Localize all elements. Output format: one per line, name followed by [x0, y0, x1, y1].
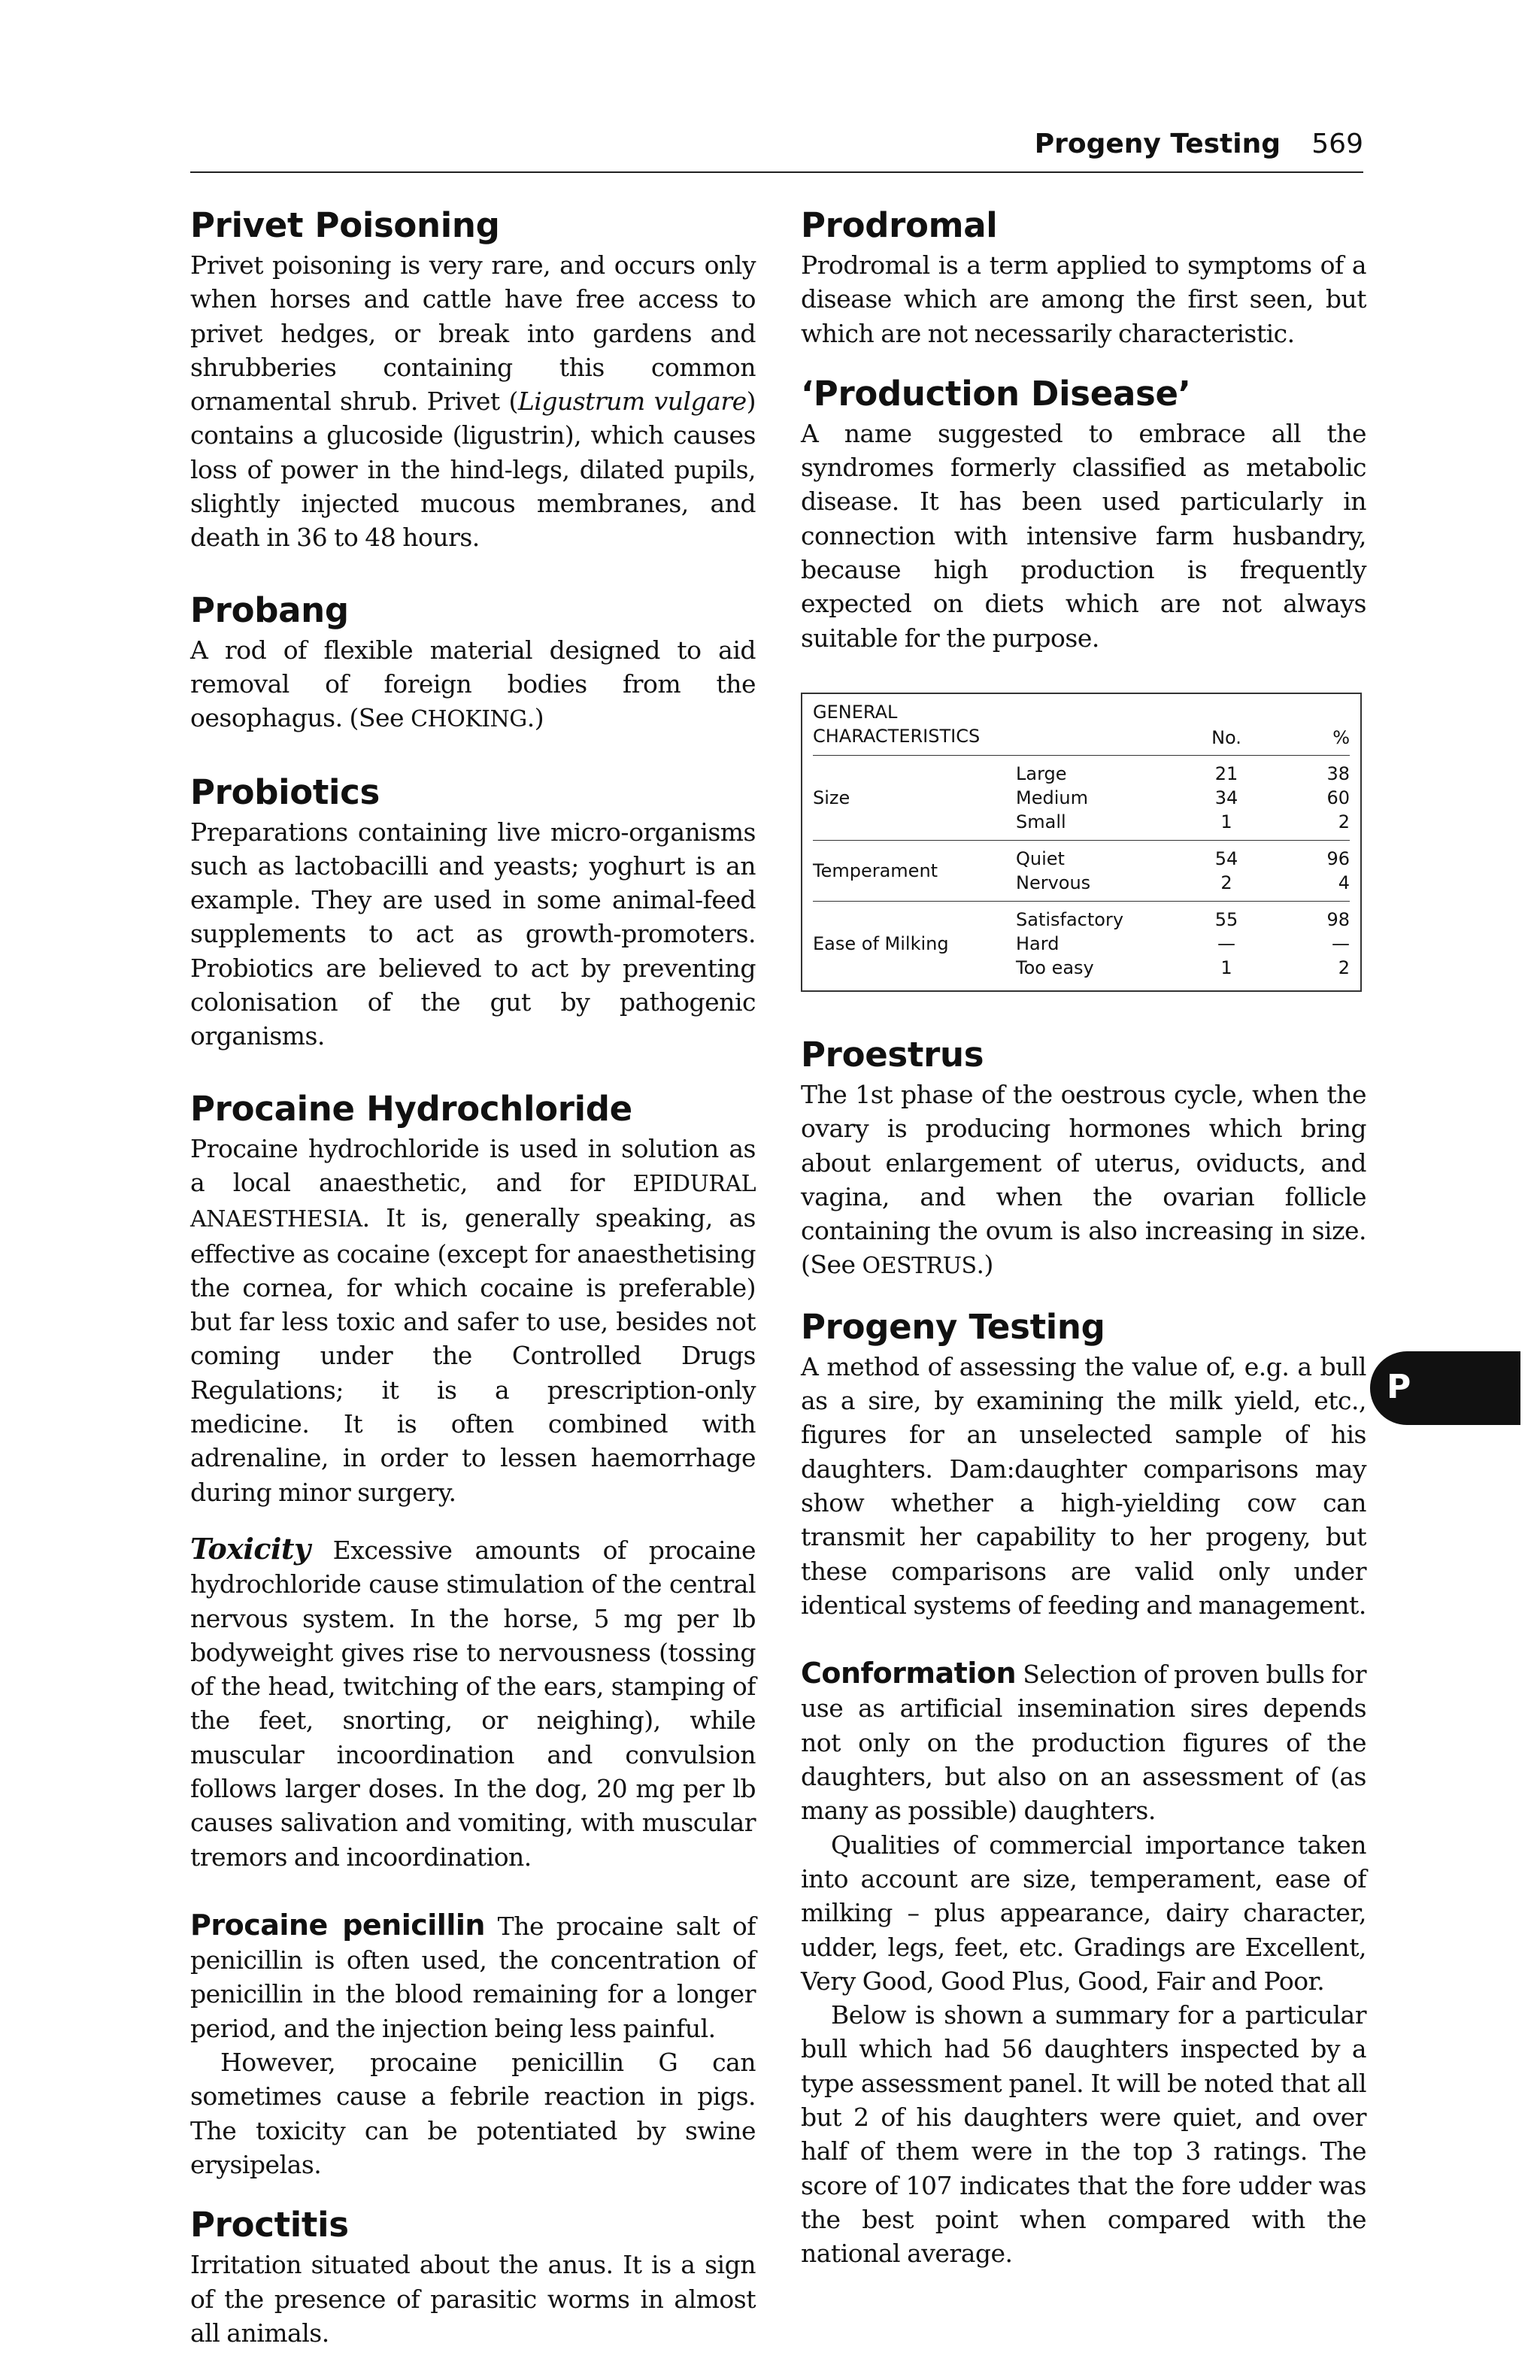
table-cell-percent: 38 — [1326, 763, 1350, 784]
table-group — [813, 902, 1350, 986]
entry-body — [190, 1909, 756, 2045]
body-text: Privet poisoning is very rare, and occurs only when horses and cattle have free access to privet hedges, or break into gardens and shrubberies containing this common ornamental shrub. Privet ( — [190, 250, 756, 417]
table-cell-percent: 60 — [1326, 787, 1350, 808]
entry-body: A method of assessing the value of, e.g. a bull as a sire, by examining the milk yield, etc., figures for an unselected sample of his daughters. Dam:daughter comparisons may show whether a high-yielding cow can transmit her capability to her progeny, but these comparisons are valid only under identical systems of feeding and management. — [801, 1351, 1366, 1620]
table-cell-grade: Small — [1016, 811, 1066, 832]
entry-heading: Privet Poisoning — [190, 205, 500, 245]
running-head-title: Progeny Testing — [1034, 129, 1281, 159]
entry-heading: Probang — [190, 590, 349, 630]
page-number: 569 — [1311, 129, 1363, 159]
table-cell-number: 55 — [1214, 908, 1238, 930]
cross-reference-link[interactable]: CHOKING — [411, 706, 527, 733]
entry-heading: Probiotics — [190, 772, 380, 812]
body-text: . It is, generally speaking, as effective as cocaine (except for anaesthetising the cornea, for which cocaine is preferable) but far less toxic and safer to use, besides not coming under the Controlled Drugs Regulations; it is a prescription-only medicine. It is often combined with adrenaline, in order to lessen haemorrhage during minor surgery. — [190, 1203, 756, 1507]
table-cell-grade: Hard — [1016, 932, 1060, 954]
entry-heading: Procaine Hydrochloride — [190, 1088, 632, 1129]
left-column — [190, 205, 756, 2350]
table-row — [813, 810, 1350, 834]
subheading-conformation: Conformation — [801, 1657, 1017, 1690]
table-cell-number: — — [1217, 932, 1235, 954]
table-header-no: No. — [1211, 726, 1241, 748]
table-cell-percent: 2 — [1338, 957, 1350, 978]
body-text: ) contains a glucoside (ligustrin), which causes loss of power in the hind-legs, dilated pupils, slightly injected mucous membranes, and death in 36 to 48 hours. — [190, 387, 756, 553]
table-row — [813, 908, 1350, 932]
subheading-toxicity: Toxicity — [190, 1531, 311, 1566]
table-cell-number: 1 — [1220, 811, 1232, 832]
table-cell-number: 54 — [1214, 847, 1238, 869]
entry-body: Preparations containing live micro-organisms such as lactobacilli and yeasts; yoghurt is an example. They are used in some animal-feed supplements to act as growth-promoters. Probiotics are believed to act by preventing colonisation of the gut by pathogenic organisms. — [190, 817, 756, 1051]
table-cell-percent: 2 — [1338, 811, 1350, 832]
table-cell-number: 2 — [1220, 872, 1232, 893]
entry-heading: Procaine penicillin — [190, 1908, 485, 1942]
table-cell-number: 34 — [1214, 787, 1238, 808]
table-cell-grade: Medium — [1016, 787, 1088, 808]
entry-body — [190, 248, 756, 555]
conformation-paragraph — [801, 1657, 1366, 1827]
table-group — [813, 841, 1350, 902]
body-text: Selection of proven bulls for use as artificial insemination sires depends not only on the production figures of the daughters, but also on an assessment of (as many as possible) daughters. — [801, 1660, 1366, 1826]
table-group — [813, 756, 1350, 841]
cross-reference-link[interactable]: OESTRUS — [862, 1253, 977, 1280]
table-cell-percent: 96 — [1326, 847, 1350, 869]
entry-proctitis — [190, 2204, 756, 2350]
table-cell-grade: Too easy — [1016, 957, 1094, 978]
entry-proestrus — [801, 1034, 1366, 1284]
entry-probang — [190, 590, 756, 737]
table-group-label: Size — [813, 787, 850, 808]
table-row — [813, 956, 1350, 980]
table-cell-grade: Nervous — [1016, 872, 1091, 893]
entry-procaine-penicillin — [190, 1909, 756, 2181]
body-text: The procaine salt of penicillin is often used, the concentration of penicillin in the blood remaining for a longer period, and the injection being less painful. — [190, 1911, 756, 2043]
entry-procaine-hydrochloride — [190, 1088, 756, 1874]
header-line: GENERAL — [813, 701, 898, 723]
header-line: CHARACTERISTICS — [813, 725, 981, 747]
table-row — [813, 762, 1350, 786]
latin-name: Ligustrum vulgare — [517, 387, 747, 417]
table-row — [813, 932, 1350, 956]
entry-heading: Proestrus — [801, 1034, 984, 1075]
body-text: Procaine hydrochloride is used in solution as a local anaesthetic, and for — [190, 1133, 756, 1197]
table-cell-percent: 4 — [1338, 872, 1350, 893]
table-group-label: Temperament — [813, 860, 938, 881]
right-column — [801, 205, 1366, 2270]
entry-body: Irritation situated about the anus. It is a sign of the presence of parasitic worms in almost all animals. — [190, 2250, 756, 2348]
table-row — [813, 786, 1350, 810]
table-cell-percent: — — [1332, 932, 1350, 954]
entry-body — [190, 633, 756, 737]
toxicity-paragraph — [190, 1532, 756, 1874]
entry-heading: ‘Production Disease’ — [801, 373, 1191, 414]
entry-heading: Prodromal — [801, 205, 998, 245]
entry-production-disease — [801, 373, 1366, 655]
body-text: .) — [976, 1250, 993, 1280]
table-header-characteristics — [813, 700, 1038, 748]
body-text: The 1st phase of the oestrous cycle, when the ovary is producing hormones which bring about enlargement of uterus, oviducts, and vagina, and when the ovarian follicle containing the ovum is also increasing in size. (See — [801, 1079, 1366, 1280]
body-text: .) — [526, 703, 544, 733]
table-body — [813, 756, 1350, 986]
entry-body: Below is shown a summary for a particular bull which had 56 daughters inspected by a type assessment panel. It will be noted that all but 2 of his daughters were quiet, and over half of them were in the top 3 ratings. The score of 107 indicates that the fore udder was the best point when compared with the national average. — [801, 2000, 1366, 2269]
table-header-percent: % — [1332, 726, 1350, 748]
thumb-index-letter: P — [1387, 1368, 1411, 1406]
table-cell-grade: Quiet — [1016, 847, 1065, 869]
body-text: A rod of flexible material designed to aid removal of foreign bodies from the oesophagus. (See — [190, 635, 756, 733]
entry-heading: Progeny Testing — [801, 1306, 1105, 1347]
running-head — [190, 126, 1363, 173]
table-cell-number: 21 — [1214, 763, 1238, 784]
table-group-label: Ease of Milking — [813, 932, 949, 954]
table-header — [813, 700, 1350, 756]
entry-body: A name suggested to embrace all the syndromes formerly classified as metabolic disease. It has been used particularly in connection with intensive farm husbandry, because high production is frequently expected on diets which are not always suitable for the purpose. — [801, 418, 1366, 653]
entry-privet-poisoning — [190, 205, 756, 555]
entry-probiotics — [190, 772, 756, 1054]
cross-reference-link[interactable]: EPIDURAL ANAESTHESIA — [190, 1170, 756, 1233]
entry-body — [190, 1132, 756, 1509]
entry-heading: Proctitis — [190, 2205, 349, 2245]
table-row — [813, 847, 1350, 871]
table-cell-percent: 98 — [1326, 908, 1350, 930]
entry-body: However, procaine penicillin G can sometimes cause a febrile reaction in pigs. The toxicity can be potentiated by swine erysipelas. — [190, 2048, 756, 2179]
thumb-index-tab[interactable] — [1370, 1351, 1520, 1425]
entry-progeny-testing — [801, 1306, 1366, 2271]
entry-prodromal — [801, 205, 1366, 350]
body-text: Excessive amounts of procaine hydrochloride cause stimulation of the central nervous system. In the horse, 5 mg per lb bodyweight gives rise to nervousness (tossing of the head, twitching of the ears, stamping of the feet, snorting, or neighing), while muscular incoordination and convulsion follows larger doses. In the dog, 20 mg per lb causes salivation and vomiting, with muscular tremors and incoordination. — [190, 1535, 756, 1872]
general-characteristics-table — [801, 693, 1362, 992]
table-cell-number: 1 — [1220, 957, 1232, 978]
table-cell-grade: Large — [1016, 763, 1067, 784]
entry-body — [801, 1078, 1366, 1284]
table-row — [813, 871, 1350, 895]
table-cell-grade: Satisfactory — [1016, 908, 1124, 930]
entry-body: Qualities of commercial importance taken into account are size, temperament, ease of milking – plus appearance, dairy character, udder, legs, feet, etc. Gradings are Excellent, Very Good, Good Plus, Good, Fair and Poor. — [801, 1830, 1366, 1996]
entry-body: Prodromal is a term applied to symptoms of a disease which are among the first seen, but which are not necessarily characteristic. — [801, 250, 1366, 348]
